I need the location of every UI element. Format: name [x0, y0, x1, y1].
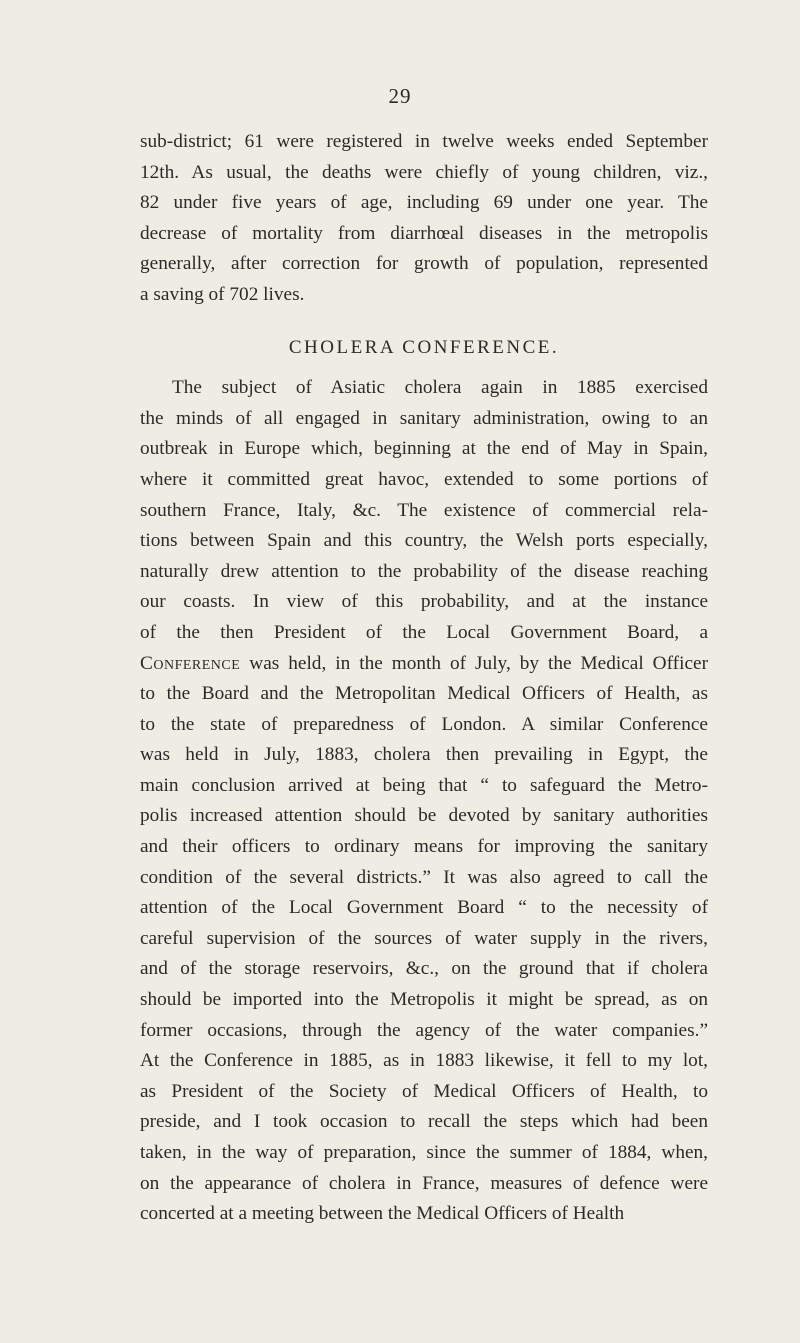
body-text [140, 127, 708, 1230]
text-line: attention of the Local Government Board “ to the necessity of [140, 897, 708, 919]
text-line: former occasions, through the agency of the water companies.” [140, 1019, 708, 1041]
text-line: 12th. As usual, the deaths were chiefly of young children, viz., [140, 161, 708, 183]
text-line: decrease of mortality from diarrhœal diseases in the metropolis [140, 222, 708, 244]
text-line: was held in July, 1883, cholera then prevailing in Egypt, the [140, 744, 708, 766]
text-line: outbreak in Europe which, beginning at the end of May in Spain, [140, 438, 708, 460]
text-line: taken, in the way of preparation, since the summer of 1884, when, [140, 1142, 708, 1163]
text-line: main conclusion arrived at being that “ to safeguard the Metro- [140, 774, 708, 796]
text-line: sub-district; 61 were registered in twelve weeks ended September [140, 131, 708, 152]
text-line: tions between Spain and this country, the Welsh ports especially, [140, 530, 708, 552]
text-line: condition of the several districts.” It was also agreed to call the [140, 866, 708, 888]
text-line: on the appearance of cholera in France, measures of defence were [140, 1172, 708, 1194]
text-line: southern France, Italy, &c. The existence of commercial rela- [140, 499, 708, 521]
text-line: 82 under five years of age, including 69 under one year. The [140, 192, 708, 214]
text-line: and of the storage reservoirs, &c., on the ground that if cholera [140, 958, 708, 980]
paragraph-cholera-conference [140, 373, 708, 1230]
text-line: to the Board and the Metropolitan Medical Officers of Health, as [140, 683, 708, 705]
text-line: as President of the Society of Medical Officers of Health, to [140, 1080, 708, 1102]
text-line: naturally drew attention to the probability of the disease reaching [140, 560, 708, 582]
text-line: concerted at a meeting between the Medical Officers of Health [140, 1203, 625, 1225]
text-line: careful supervision of the sources of water supply in the rivers, [140, 927, 708, 949]
text-line: where it committed great havoc, extended to some portions of [140, 468, 708, 490]
paragraph-diarrhoeal-mortality [140, 127, 708, 311]
conference-word: Conference [140, 652, 241, 674]
text-line-conference [140, 649, 708, 680]
conference-line-rest: was held, in the month of July, by the Medical Officer [240, 652, 708, 674]
text-line: polis increased attention should be devoted by sanitary authorities [140, 805, 708, 827]
text-line: generally, after correction for growth of population, represented [140, 253, 708, 275]
text-line: should be imported into the Metropolis it might be spread, as on [140, 989, 708, 1011]
text-line: and their officers to ordinary means for improving the sanitary [140, 836, 708, 858]
text-line: a saving of 702 lives. [140, 283, 305, 305]
page-number: 29 [388, 84, 412, 108]
text-line: The subject of Asiatic cholera again in 1885 exercised [172, 377, 708, 399]
text-line: our coasts. In view of this probability, and at the instance [140, 591, 708, 613]
text-line: to the state of preparedness of London. A similar Conference [140, 713, 708, 735]
text-line: the minds of all engaged in sanitary administration, owing to an [140, 407, 708, 429]
text-line: At the Conference in 1885, as in 1883 likewise, it fell to my lot, [140, 1050, 708, 1072]
text-line: preside, and I took occasion to recall the steps which had been [140, 1111, 708, 1133]
text-line: of the then President of the Local Government Board, a [140, 621, 708, 643]
section-heading: CHOLERA CONFERENCE. [288, 336, 560, 358]
